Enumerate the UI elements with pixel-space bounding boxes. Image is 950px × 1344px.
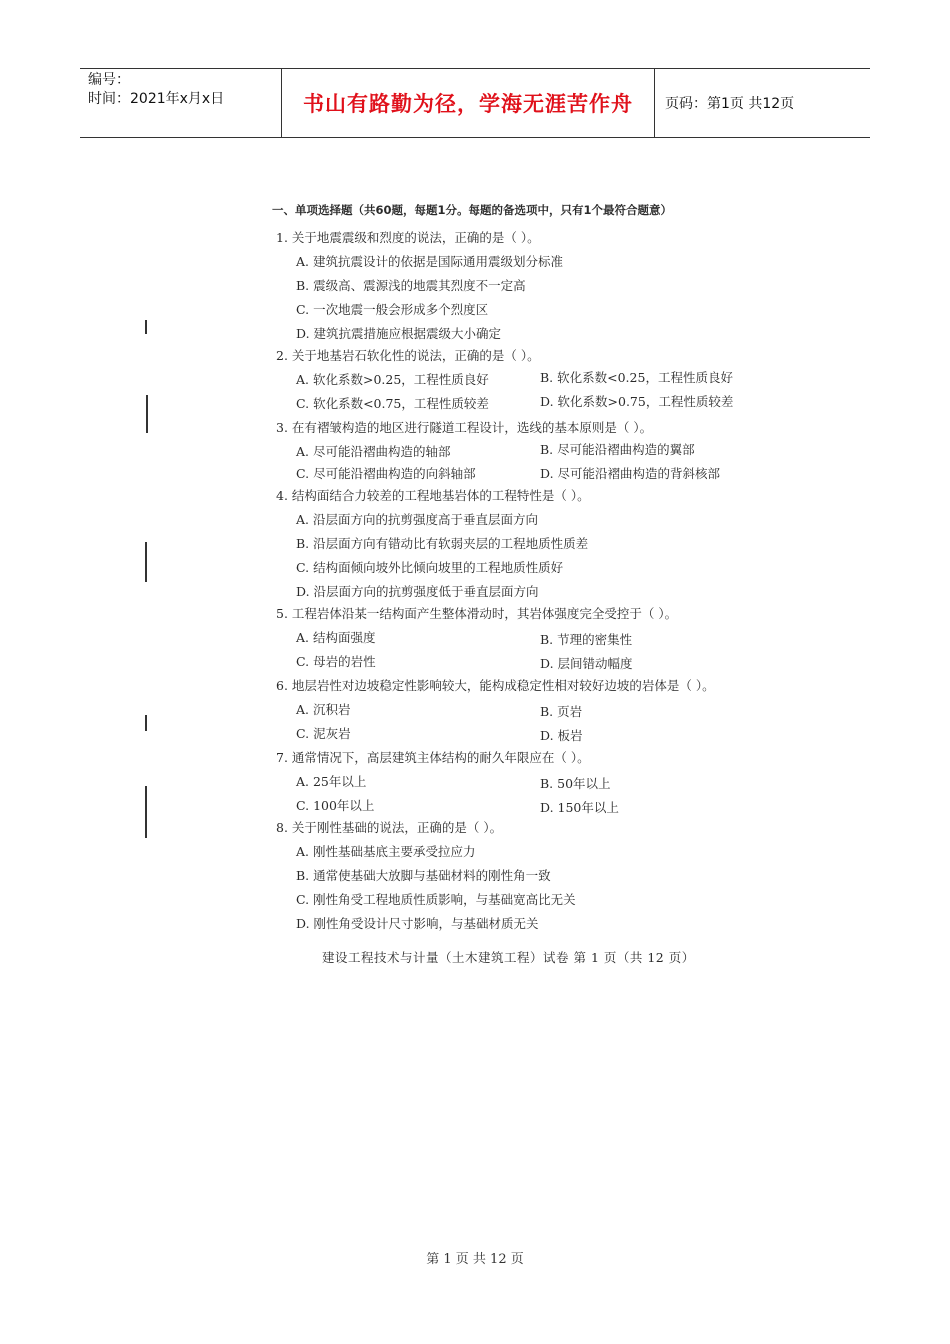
- q3-option-d: D. 尽可能沿褶曲构造的背斜核部: [540, 466, 721, 481]
- question-2: 2. 关于地基岩石软化性的说法，正确的是（ ）。: [276, 348, 540, 363]
- q2-option-a: A. 软化系数>0.25，工程性质良好: [296, 372, 489, 387]
- scanned-exam-page: [0, 190, 950, 980]
- q3-option-b: B. 尽可能沿褶曲构造的翼部: [540, 442, 695, 457]
- q5-option-b: B. 节理的密集性: [540, 632, 633, 647]
- motto-title: 书山有路勤为径，学海无涯苦作舟: [282, 69, 655, 137]
- q4-option-a: A. 沿层面方向的抗剪强度高于垂直层面方向: [296, 512, 538, 527]
- number-label: 编号：: [88, 72, 130, 88]
- question-4: 4. 结构面结合力较差的工程地基岩体的工程特性是（ ）。: [276, 488, 590, 503]
- q4-option-d: D. 沿层面方向的抗剪强度低于垂直层面方向: [296, 584, 539, 599]
- binding-mark: [145, 320, 147, 334]
- q7-option-c: C. 100年以上: [296, 798, 375, 813]
- page-footer: 第 1 页 共 12 页: [426, 1252, 524, 1267]
- q7-option-a: A. 25年以上: [296, 774, 367, 789]
- section-title: 一、单项选择题（共60题，每题1分。每题的备选项中，只有1个最符合题意）: [272, 203, 673, 217]
- document-header: [80, 68, 870, 138]
- question-1: 1. 关于地震震级和烈度的说法，正确的是（ ）。: [276, 230, 540, 245]
- q2-option-c: C. 软化系数<0.75，工程性质较差: [296, 396, 489, 411]
- q8-option-c: C. 刚性角受工程地质性质影响，与基础宽高比无关: [296, 892, 576, 907]
- q7-option-b: B. 50年以上: [540, 776, 611, 791]
- binding-mark: [145, 715, 147, 731]
- q8-option-d: D. 刚性角受设计尺寸影响，与基础材质无关: [296, 916, 539, 931]
- q5-option-d: D. 层间错动幅度: [540, 656, 633, 671]
- q2-option-d: D. 软化系数>0.75，工程性质较差: [540, 394, 734, 409]
- q8-option-b: B. 通常使基础大放脚与基础材料的刚性角一致: [296, 868, 551, 883]
- q6-option-d: D. 板岩: [540, 728, 583, 743]
- header-meta-cell: [80, 69, 282, 137]
- q3-option-a: A. 尽可能沿褶曲构造的轴部: [296, 444, 451, 459]
- q6-option-c: C. 泥灰岩: [296, 726, 351, 741]
- q5-option-c: C. 母岩的岩性: [296, 654, 376, 669]
- q3-option-c: C. 尽可能沿褶曲构造的向斜轴部: [296, 466, 476, 481]
- question-8: 8. 关于刚性基础的说法，正确的是（ ）。: [276, 820, 503, 835]
- q5-option-a: A. 结构面强度: [296, 630, 376, 645]
- question-7: 7. 通常情况下，高层建筑主体结构的耐久年限应在（ ）。: [276, 750, 590, 765]
- q1-option-d: D. 建筑抗震措施应根据震级大小确定: [296, 326, 502, 341]
- q4-option-c: C. 结构面倾向坡外比倾向坡里的工程地质性质好: [296, 560, 564, 575]
- q7-option-d: D. 150年以上: [540, 800, 619, 815]
- question-5: 5. 工程岩体沿某一结构面产生整体滑动时，其岩体强度完全受控于（ ）。: [276, 606, 678, 621]
- date-label: 时间：2021年x月x日: [88, 91, 225, 107]
- q6-option-a: A. 沉积岩: [296, 702, 351, 717]
- page-number-label: 页码：第1页 共12页: [665, 96, 795, 112]
- question-3: 3. 在有褶皱构造的地区进行隧道工程设计，选线的基本原则是（ ）。: [276, 420, 653, 435]
- q2-option-b: B. 软化系数<0.25，工程性质良好: [540, 370, 733, 385]
- binding-mark: [146, 395, 148, 433]
- q6-option-b: B. 页岩: [540, 704, 583, 719]
- q1-option-c: C. 一次地震一般会形成多个烈度区: [296, 302, 489, 317]
- q4-option-b: B. 沿层面方向有错动比有软弱夹层的工程地质性质差: [296, 536, 589, 551]
- q8-option-a: A. 刚性基础基底主要承受拉应力: [296, 844, 476, 859]
- scan-page-footer: 建设工程技术与计量（土木建筑工程）试卷 第 1 页（共 12 页）: [322, 950, 695, 965]
- q1-option-b: B. 震级高、震源浅的地震其烈度不一定高: [296, 278, 526, 293]
- binding-mark: [145, 786, 147, 838]
- binding-mark: [145, 542, 147, 582]
- question-6: 6. 地层岩性对边坡稳定性影响较大，能构成稳定性相对较好边坡的岩体是（ ）。: [276, 678, 715, 693]
- q1-option-a: A. 建筑抗震设计的依据是国际通用震级划分标准: [296, 254, 563, 269]
